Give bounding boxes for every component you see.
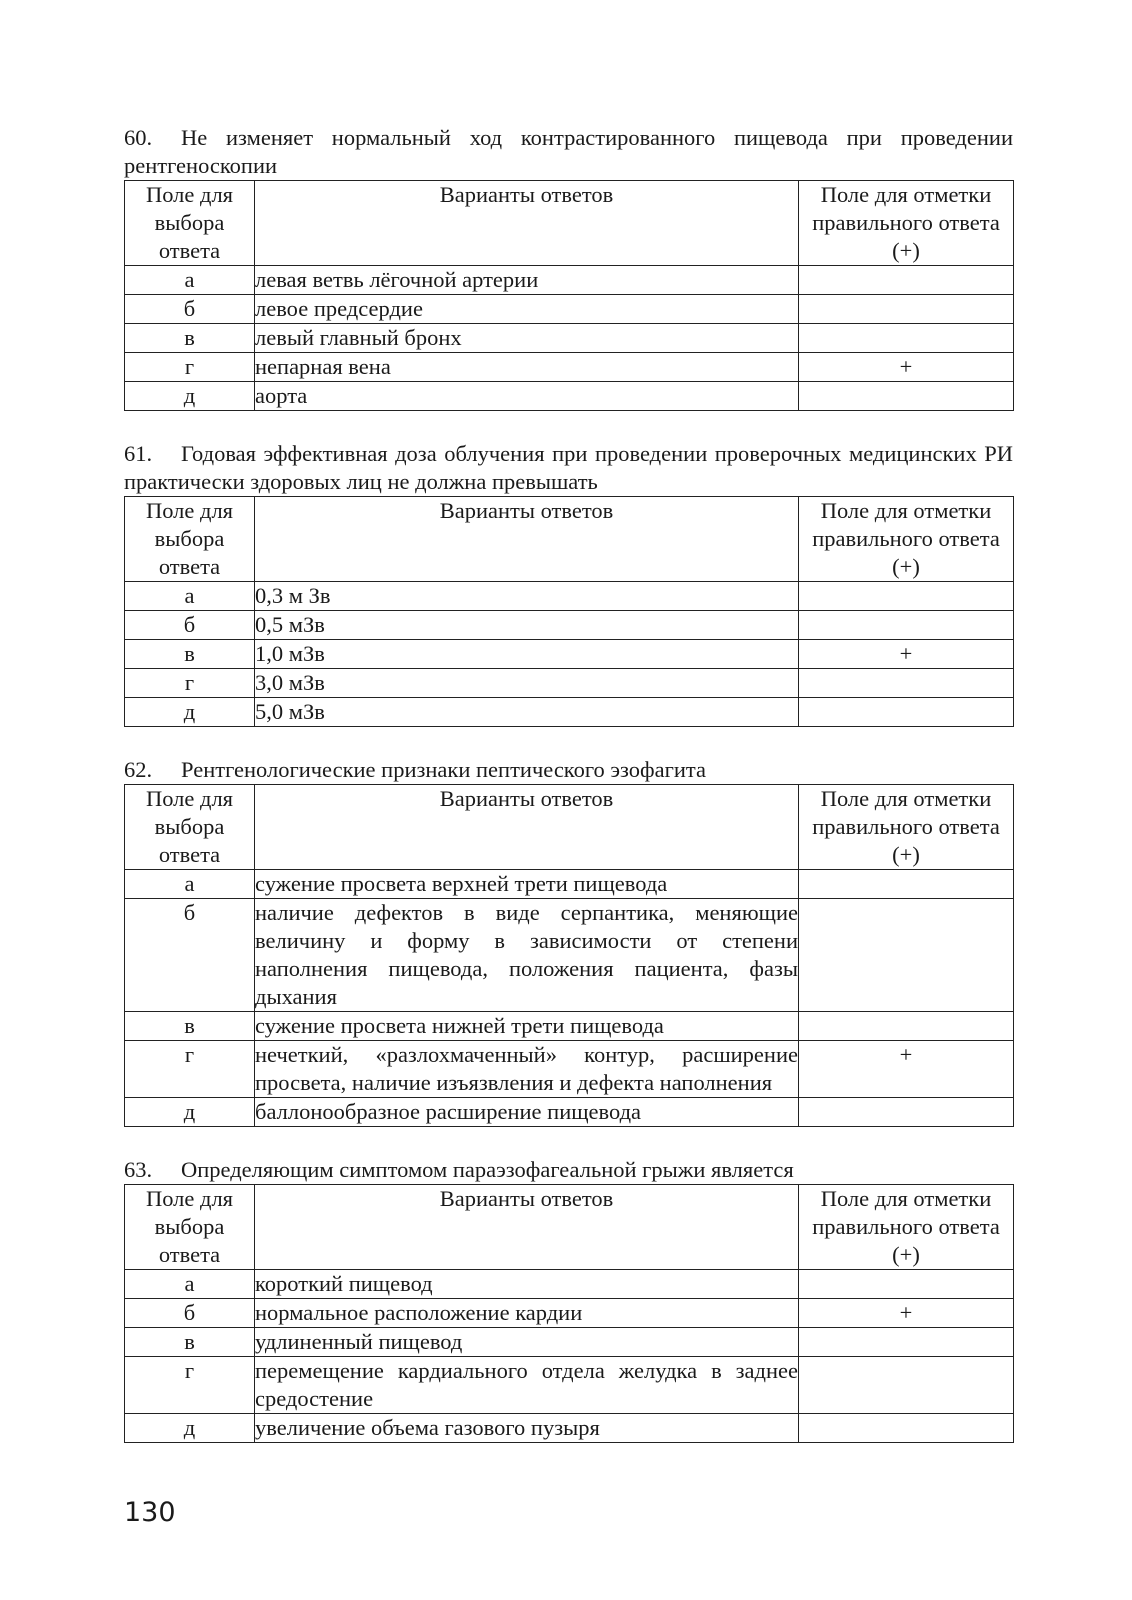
answer-letter: г bbox=[125, 353, 255, 382]
answer-mark[interactable] bbox=[799, 382, 1014, 411]
table-row bbox=[125, 582, 1014, 611]
answer-text: аорта bbox=[255, 382, 799, 411]
answer-letter: а bbox=[125, 1270, 255, 1299]
answer-mark[interactable] bbox=[799, 1357, 1014, 1414]
answer-mark[interactable] bbox=[799, 1414, 1014, 1443]
question-body: Годовая эффективная доза облучения при проведении проверочных медицинских РИ практически здоровых лиц не должна превышать bbox=[124, 441, 1013, 494]
answer-letter: а bbox=[125, 582, 255, 611]
header-choice: Поле для выбора ответа bbox=[125, 785, 255, 870]
header-mark: Поле для отметки правильного ответа (+) bbox=[799, 1185, 1014, 1270]
table-header-row bbox=[125, 1185, 1014, 1270]
table-header-row bbox=[125, 497, 1014, 582]
answer-mark[interactable] bbox=[799, 698, 1014, 727]
answer-text: перемещение кардиального отдела желудка в заднее средостение bbox=[255, 1357, 799, 1414]
answer-text: 3,0 мЗв bbox=[255, 669, 799, 698]
table-row bbox=[125, 899, 1014, 1012]
answer-mark[interactable]: + bbox=[799, 1041, 1014, 1098]
answer-letter: б bbox=[125, 295, 255, 324]
table-row bbox=[125, 353, 1014, 382]
header-variants: Варианты ответов bbox=[255, 181, 799, 266]
answer-text: левая ветвь лёгочной артерии bbox=[255, 266, 799, 295]
answer-letter: г bbox=[125, 669, 255, 698]
question-61 bbox=[124, 440, 1013, 727]
answer-letter: в bbox=[125, 1012, 255, 1041]
answer-letter: д bbox=[125, 698, 255, 727]
answer-text: наличие дефектов в виде серпантика, меняющие величину и форму в зависимости от степени наполнения пищевода, положения пациента, фазы дыхания bbox=[255, 899, 799, 1012]
answer-letter: в bbox=[125, 640, 255, 669]
header-mark: Поле для отметки правильного ответа (+) bbox=[799, 497, 1014, 582]
answer-text: короткий пищевод bbox=[255, 1270, 799, 1299]
answer-text: 0,3 м Зв bbox=[255, 582, 799, 611]
answer-mark[interactable]: + bbox=[799, 353, 1014, 382]
table-row bbox=[125, 324, 1014, 353]
table-row bbox=[125, 1328, 1014, 1357]
table-row bbox=[125, 1299, 1014, 1328]
answer-text: 0,5 мЗв bbox=[255, 611, 799, 640]
answer-mark[interactable] bbox=[799, 1012, 1014, 1041]
question-number: 61. bbox=[124, 441, 153, 466]
answer-letter: д bbox=[125, 1098, 255, 1127]
answer-text: 5,0 мЗв bbox=[255, 698, 799, 727]
answer-letter: б bbox=[125, 899, 255, 1012]
page-number: 130 bbox=[124, 1497, 176, 1528]
answer-letter: г bbox=[125, 1041, 255, 1098]
header-mark: Поле для отметки правильного ответа (+) bbox=[799, 181, 1014, 266]
answer-text: нормальное расположение кардии bbox=[255, 1299, 799, 1328]
answer-letter: г bbox=[125, 1357, 255, 1414]
answer-text: баллонообразное расширение пищевода bbox=[255, 1098, 799, 1127]
answer-mark[interactable] bbox=[799, 1098, 1014, 1127]
answer-mark[interactable] bbox=[799, 611, 1014, 640]
answer-letter: в bbox=[125, 1328, 255, 1357]
header-variants: Варианты ответов bbox=[255, 497, 799, 582]
answer-mark[interactable] bbox=[799, 899, 1014, 1012]
page-content bbox=[124, 124, 1013, 1472]
answer-mark[interactable] bbox=[799, 1270, 1014, 1299]
question-text bbox=[124, 124, 1013, 180]
header-variants: Варианты ответов bbox=[255, 785, 799, 870]
table-row bbox=[125, 1098, 1014, 1127]
table-row bbox=[125, 1041, 1014, 1098]
answer-letter: б bbox=[125, 1299, 255, 1328]
table-row bbox=[125, 1414, 1014, 1443]
answer-text: левый главный бронх bbox=[255, 324, 799, 353]
question-number: 62. bbox=[124, 757, 153, 782]
question-text bbox=[124, 756, 1013, 784]
answer-letter: а bbox=[125, 266, 255, 295]
table-row bbox=[125, 870, 1014, 899]
answer-text: увеличение объема газового пузыря bbox=[255, 1414, 799, 1443]
answers-table bbox=[124, 180, 1014, 411]
table-header-row bbox=[125, 181, 1014, 266]
table-row bbox=[125, 1270, 1014, 1299]
question-number: 63. bbox=[124, 1157, 153, 1182]
header-choice: Поле для выбора ответа bbox=[125, 181, 255, 266]
answer-letter: д bbox=[125, 382, 255, 411]
answer-mark[interactable] bbox=[799, 582, 1014, 611]
answer-text: сужение просвета верхней трети пищевода bbox=[255, 870, 799, 899]
answer-mark[interactable]: + bbox=[799, 640, 1014, 669]
table-row bbox=[125, 1357, 1014, 1414]
table-row bbox=[125, 266, 1014, 295]
question-text bbox=[124, 1156, 1013, 1184]
answers-table bbox=[124, 1184, 1014, 1443]
table-row bbox=[125, 382, 1014, 411]
answer-mark[interactable]: + bbox=[799, 1299, 1014, 1328]
header-variants: Варианты ответов bbox=[255, 1185, 799, 1270]
table-row bbox=[125, 669, 1014, 698]
answers-table bbox=[124, 496, 1014, 727]
answer-mark[interactable] bbox=[799, 266, 1014, 295]
header-choice: Поле для выбора ответа bbox=[125, 1185, 255, 1270]
answer-mark[interactable] bbox=[799, 870, 1014, 899]
table-row bbox=[125, 1012, 1014, 1041]
answer-text: левое предсердие bbox=[255, 295, 799, 324]
answer-text: удлиненный пищевод bbox=[255, 1328, 799, 1357]
table-header-row bbox=[125, 785, 1014, 870]
answer-text: нечеткий, «разлохмаченный» контур, расширение просвета, наличие изъязвления и дефекта наполнения bbox=[255, 1041, 799, 1098]
answer-text: непарная вена bbox=[255, 353, 799, 382]
question-body: Рентгенологические признаки пептического эзофагита bbox=[181, 757, 706, 782]
answer-mark[interactable] bbox=[799, 669, 1014, 698]
question-number: 60. bbox=[124, 125, 153, 150]
answer-mark[interactable] bbox=[799, 1328, 1014, 1357]
answer-text: 1,0 мЗв bbox=[255, 640, 799, 669]
table-row bbox=[125, 698, 1014, 727]
question-60 bbox=[124, 124, 1013, 411]
table-row bbox=[125, 295, 1014, 324]
header-mark: Поле для отметки правильного ответа (+) bbox=[799, 785, 1014, 870]
answer-text: сужение просвета нижней трети пищевода bbox=[255, 1012, 799, 1041]
question-62 bbox=[124, 756, 1013, 1127]
answer-letter: д bbox=[125, 1414, 255, 1443]
answers-table bbox=[124, 784, 1014, 1127]
answer-mark[interactable] bbox=[799, 324, 1014, 353]
table-row bbox=[125, 611, 1014, 640]
answer-letter: б bbox=[125, 611, 255, 640]
question-body: Определяющим симптомом параэзофагеальной грыжи является bbox=[181, 1157, 794, 1182]
answer-mark[interactable] bbox=[799, 295, 1014, 324]
answer-letter: а bbox=[125, 870, 255, 899]
question-text bbox=[124, 440, 1013, 496]
header-choice: Поле для выбора ответа bbox=[125, 497, 255, 582]
answer-letter: в bbox=[125, 324, 255, 353]
table-row bbox=[125, 640, 1014, 669]
question-body: Не изменяет нормальный ход контрастированного пищевода при проведении рентгеноскопии bbox=[124, 125, 1013, 178]
question-63 bbox=[124, 1156, 1013, 1443]
